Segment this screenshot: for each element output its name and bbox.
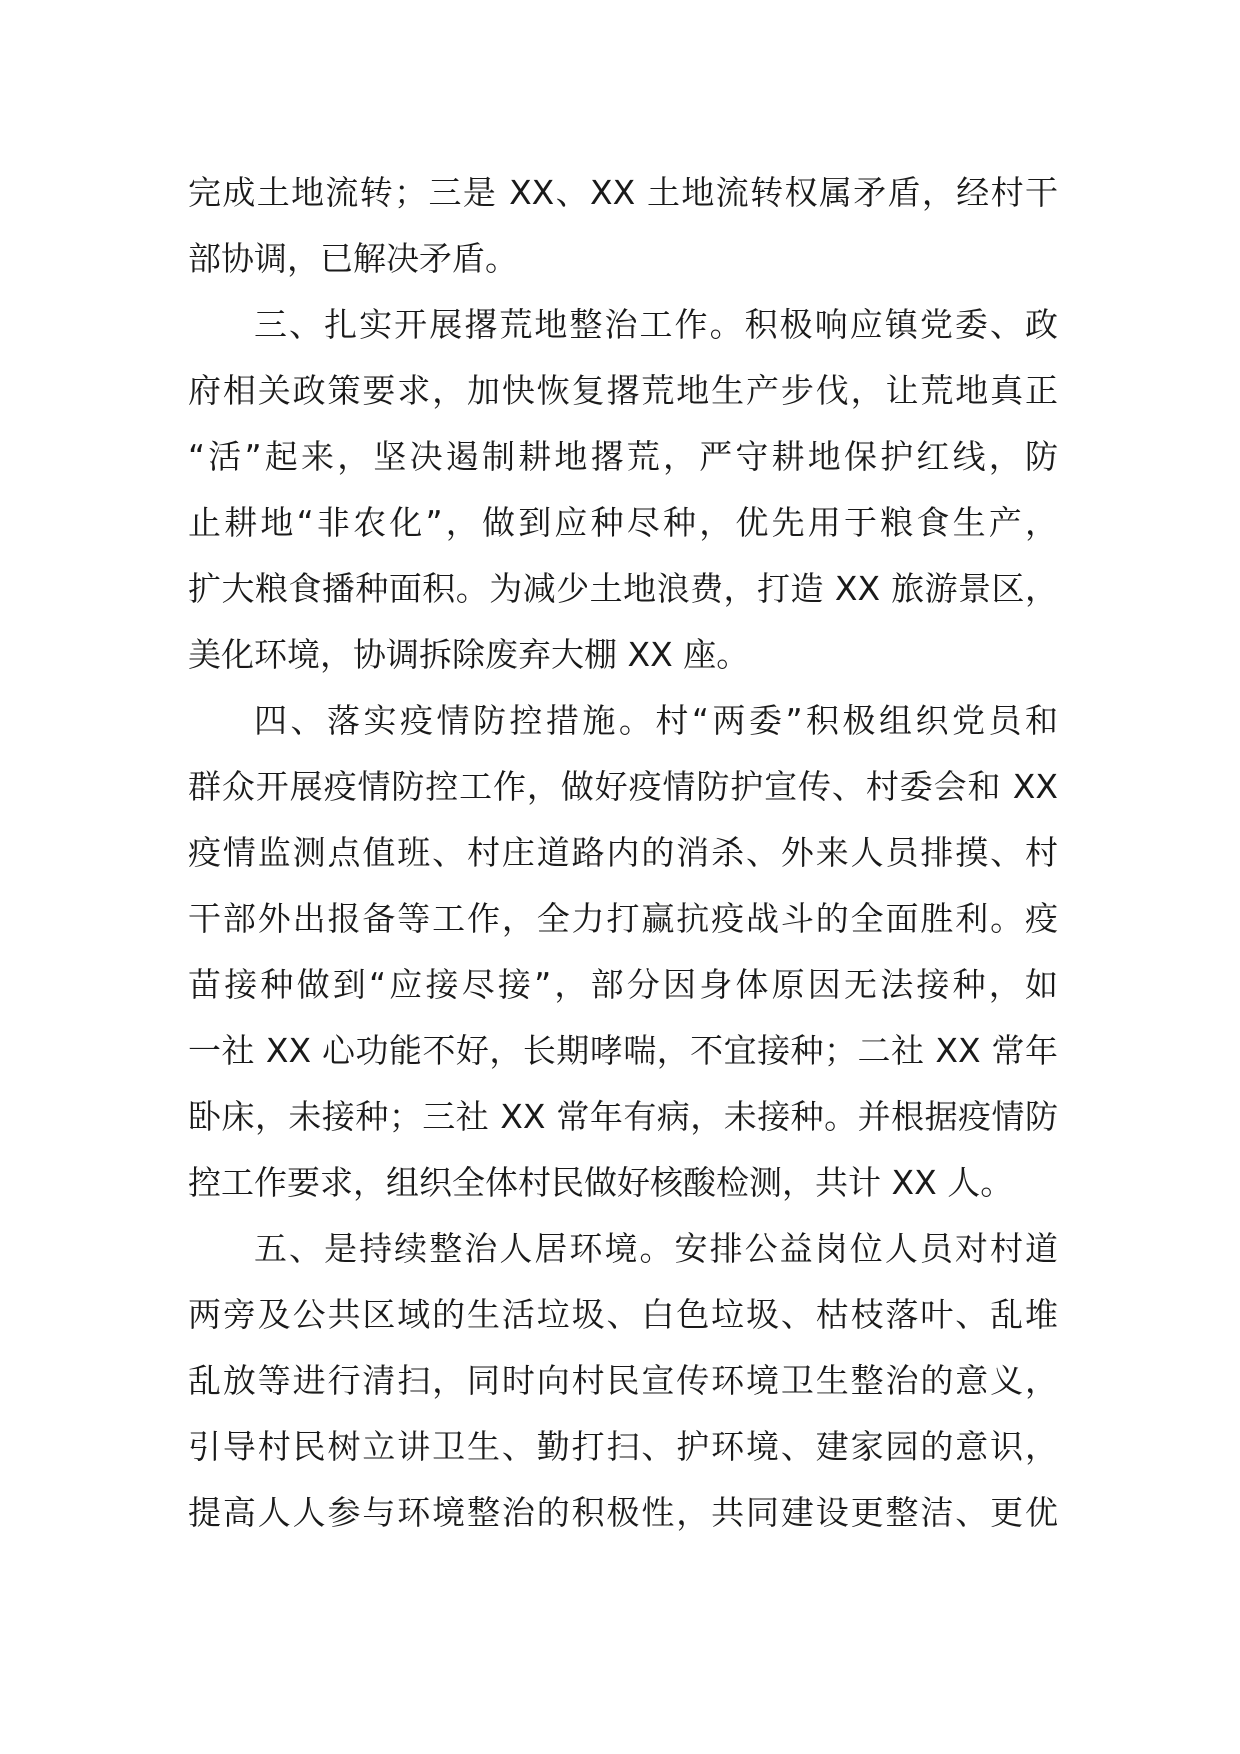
text-line: 府相关政策要求，加快恢复撂荒地生产步伐，让荒地真正	[188, 371, 1058, 410]
document-body	[188, 160, 1058, 1546]
text-line: 卧床，未接种；三社 XX 常年有病，未接种。并根据疫情防	[188, 1097, 1058, 1136]
text-line: 提高人人参与环境整治的积极性，共同建设更整洁、更优	[188, 1493, 1058, 1532]
paragraph-first-line: 三、扎实开展撂荒地整治工作。积极响应镇党委、政	[254, 305, 1058, 344]
text-line: 乱放等进行清扫，同时向村民宣传环境卫生整治的意义，	[188, 1361, 1058, 1400]
paragraph-first-line: 四、落实疫情防控措施。村“两委”积极组织党员和	[254, 701, 1058, 740]
text-line: 干部外出报备等工作，全力打赢抗疫战斗的全面胜利。疫	[188, 899, 1058, 938]
text-line: 完成土地流转；三是 XX、XX 土地流转权属矛盾，经村干	[188, 173, 1058, 212]
paragraph-first-line: 五、是持续整治人居环境。安排公益岗位人员对村道	[254, 1229, 1058, 1268]
text-line: 疫情监测点值班、村庄道路内的消杀、外来人员排摸、村	[188, 833, 1058, 872]
text-line: 苗接种做到“应接尽接”，部分因身体原因无法接种，如	[188, 965, 1058, 1004]
text-line: 两旁及公共区域的生活垃圾、白色垃圾、枯枝落叶、乱堆	[188, 1295, 1058, 1334]
text-line: 美化环境，协调拆除废弃大棚 XX 座。	[188, 635, 750, 674]
text-line: 扩大粮食播种面积。为减少土地浪费，打造 XX 旅游景区，	[188, 569, 1058, 608]
text-line: 群众开展疫情防控工作，做好疫情防护宣传、村委会和 XX	[188, 767, 1058, 806]
text-line: 控工作要求，组织全体村民做好核酸检测，共计 XX 人。	[188, 1163, 1014, 1202]
text-line: 一社 XX 心功能不好，长期哮喘，不宜接种；二社 XX 常年	[188, 1031, 1058, 1070]
text-line: “活”起来，坚决遏制耕地撂荒，严守耕地保护红线，防	[188, 437, 1058, 476]
text-line: 引导村民树立讲卫生、勤打扫、护环境、建家园的意识，	[188, 1427, 1058, 1466]
text-line: 部协调，已解决矛盾。	[188, 239, 518, 278]
text-line: 止耕地“非农化”，做到应种尽种，优先用于粮食生产，	[188, 503, 1058, 542]
